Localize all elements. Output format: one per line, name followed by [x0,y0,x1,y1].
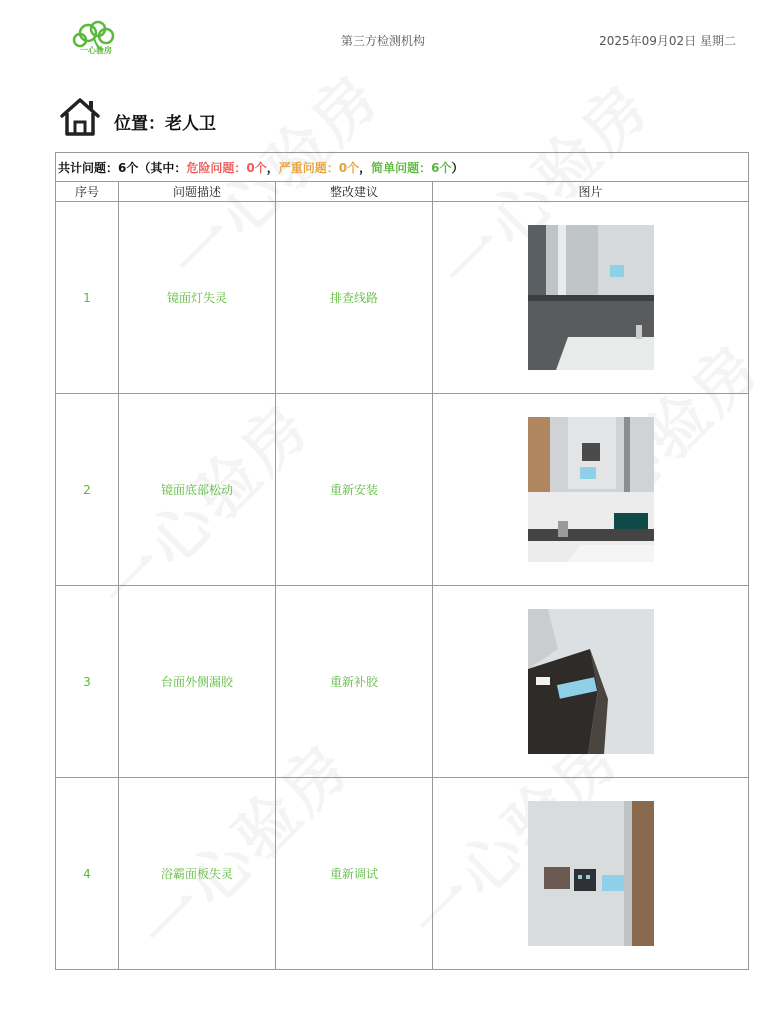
issue-description: 台面外侧漏胶 [119,586,276,778]
issue-advice: 重新安装 [276,394,433,586]
location-title: 位置：老人卫 [114,113,216,134]
table-row [56,394,749,586]
table-row [56,202,749,394]
summary-row [56,153,749,182]
report-date: 2025年09月02日 星期二 [599,34,736,48]
summary-serious: 严重问题：0个 [278,160,360,175]
issue-number: 3 [56,586,119,778]
svg-text:一心验房: 一心验房 [80,46,112,55]
table-header [56,182,749,202]
organization-name: 第三方检测机构 [340,34,425,48]
photo-cell [433,394,749,586]
issue-photo[interactable] [528,609,654,754]
issue-photo[interactable] [528,801,654,946]
issue-photo[interactable] [528,225,654,370]
issue-advice: 重新调试 [276,778,433,970]
location-heading [58,96,216,138]
issue-description: 浴霸面板失灵 [119,778,276,970]
issue-photo[interactable] [528,417,654,562]
summary-sep: ， [266,160,279,175]
table-row [56,778,749,970]
issue-advice: 重新补胶 [276,586,433,778]
house-icon [58,96,102,138]
table-row [56,586,749,778]
issue-number: 1 [56,202,119,394]
issue-summary [56,153,749,182]
issue-advice: 排查线路 [276,202,433,394]
summary-total: 共计问题：6个（其中： [58,160,187,175]
column-header-advice: 整改建议 [276,182,433,202]
summary-simple: 简单问题：6个 [371,160,452,175]
issues-table [55,152,749,970]
issue-description: 镜面灯失灵 [119,202,276,394]
issue-number: 4 [56,778,119,970]
photo-cell [433,586,749,778]
photo-cell [433,778,749,970]
summary-danger: 危险问题：0个 [186,160,267,175]
summary-sep: ， [359,160,372,175]
column-header-number: 序号 [56,182,119,202]
photo-cell [433,202,749,394]
issue-description: 镜面底部松动 [119,394,276,586]
column-header-description: 问题描述 [119,182,276,202]
issue-number: 2 [56,394,119,586]
summary-end: ） [451,160,464,175]
column-header-photo: 图片 [433,182,749,202]
